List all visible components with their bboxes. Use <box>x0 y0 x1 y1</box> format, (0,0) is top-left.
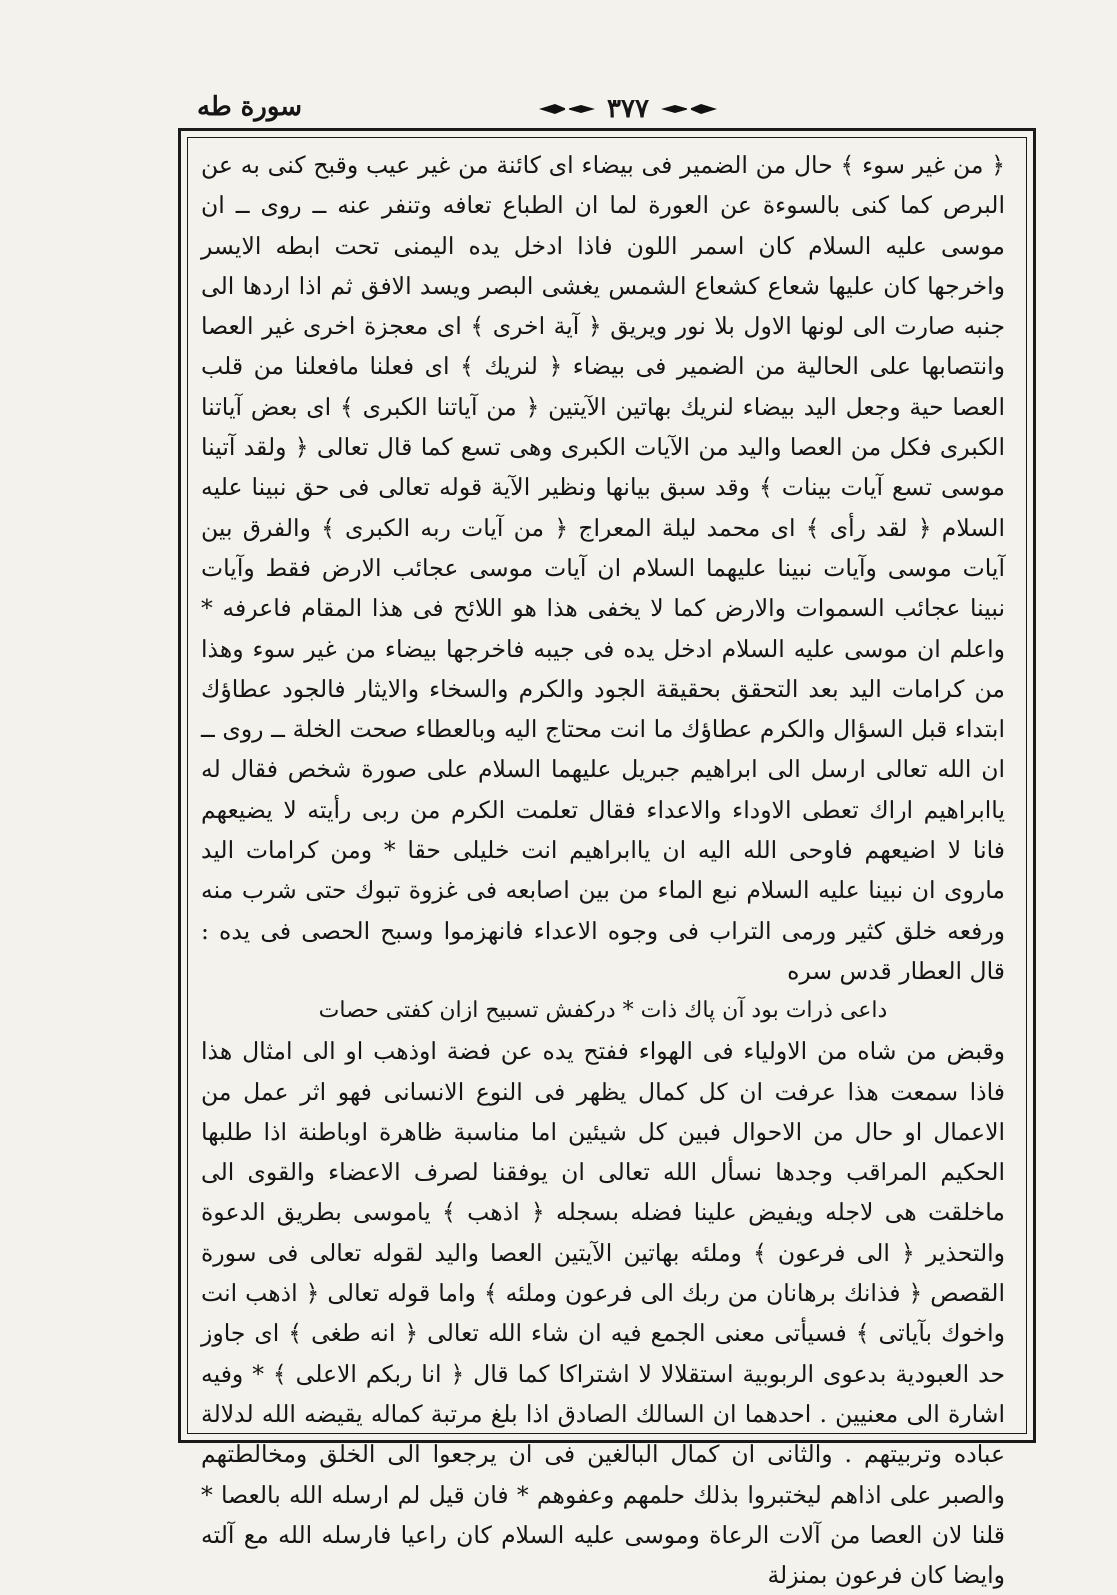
text-block <box>201 145 1005 1595</box>
page-header <box>175 92 1035 126</box>
persian-verse: داعى ذرات بود آن پاك ذات * دركفش تسبيح ازان كفتى حصات <box>318 998 888 1024</box>
paragraph-2: وقبض من شاه من الاولياء فى الهواء ففتح يده عن فضة اوذهب او الى امثال هذا فاذا سمعت هذا عرفت ان كل كمال يظهر فى النوع الانسانى فهو اثر عمل من الاعمال او حال من الاحوال فبين كل شيئين اما مناسبة ظاهرة اوباطنة اذا طلبها الحكيم المراقب وجدها نسأل الله تعالى ان يوفقنا لصرف الاعضاء والقوى الى ماخلقت هى لاجله ويفيض علينا فضله بسجله ﴿ اذهب ﴾ ياموسى بطريق الدعوة والتحذير ﴿ الى فرعون ﴾ وملئه بهاتين الآيتين العصا واليد لقوله تعالى فى سورة القصص ﴿ فذانك برهانان من ربك الى فرعون وملئه ﴾ واما قوله تعالى ﴿ اذهب انت واخوك بآياتى ﴾ فسيأتى معنى الجمع فيه ان شاء الله تعالى ﴿ انه طغى ﴾ اى جاوز حد العبودية بدعوى الربوبية استقلالا لا اشتراكا كما قال ﴿ انا ربكم الاعلى ﴾ * وفيه اشارة الى معنيين . احدهما ان السالك الصادق اذا بلغ مرتبة كماله يقيضه الله لدلالة عباده وتربيتهم . والثانى ان كمال البالغين فى ان يرجعوا الى الخلق ومخالطتهم والصبر على اذاهم ليختبروا بذلك حلمهم وعفوهم * فان قيل لم ارسله الله بالعصا * قلنا لان العصا من آلات الرعاة وموسى عليه السلام كان راعيا فارسله الله مع آلته وايضا كان فرعون بمنزلة <box>201 1037 1005 1590</box>
surah-name: سورة طه <box>197 92 303 122</box>
paragraph-1: ﴿ من غير سوء ﴾ حال من الضمير فى بيضاء اى كائنة من غير عيب وقبح كنى به عن البرص كما كنى بالسوءة عن العورة لما ان الطباع تعافه وتنفر عنه ــ روى ــ ان موسى عليه السلام كان اسمر اللون فاذا ادخل يده اليمنى تحت ابطه الايسر واخرجها كان عليها شعاع كشعاع الشمس يغشى البصر ويسد الافق ثم اذا اردها الى جنبه صارت الى لونها الاول بلا نور ويريق ﴿ آية اخرى ﴾ اى معجزة اخرى غير العصا وانتصابها على الحالية من الضمير فى بيضاء ﴿ لنريك ﴾ اى فعلنا مافعلنا من قلب العصا حية وجعل اليد بيضاء لنريك بهاتين الآيتين ﴿ من آياتنا الكبرى ﴾ اى بعض آياتنا الكبرى فكل من العصا واليد من الآيات الكبرى وهى تسع كما قال تعالى ﴿ ولقد آتينا موسى تسع آيات بينات ﴾ وقد سبق بيانها ونظير الآية قوله تعالى فى حق نبينا عليه السلام ﴿ لقد رأى ﴾ اى محمد ليلة المعراج ﴿ من آيات ربه الكبرى ﴾ والفرق بين آيات موسى وآيات نبينا عليهما السلام ان آيات موسى عجائب الارض فقط وآيات نبينا عجائب السموات والارض كما لا يخفى هذا هو اللائح فى هذا المقام فاعرفه * واعلم ان موسى عليه السلام ادخل يده فى جيبه فاخرجها بيضاء من غير سوء وهذا من كرامات اليد بعد التحقق بحقيقة الجود والكرم والسخاء والايثار فالجود عطاؤك ابتداء قبل السؤال والكرم عطاؤك ما انت محتاج اليه وبالعطاء صحت الخلة ــ روى ــ ان الله تعالى ارسل الى ابراهيم جبريل عليهما السلام على صورة شخص فقال له ياابراهيم اراك تعطى الاوداء والاعداء فقال تعلمت الكرم من ربى رأيته لا يضيعهم فانا لا اضيعهم فاوحى الله اليه ان ياابراهيم انت خليلى حقا * ومن كرامات اليد ماروى ان نبينا عليه السلام نبع الماء من بين اصابعه فى غزوة تبوك حتى شرب منه ورفعه خلق كثير ورمى التراب فى وجوه الاعداء فانهزموا وسبح الحصى فى يده : قال العطار قدس سره <box>201 151 1005 985</box>
page-number: ٣٧٧ <box>607 94 649 124</box>
page-frame <box>178 128 1036 1590</box>
page-number-group <box>498 92 758 126</box>
ornament-right-icon <box>537 102 597 116</box>
ornament-left-icon <box>659 102 719 116</box>
